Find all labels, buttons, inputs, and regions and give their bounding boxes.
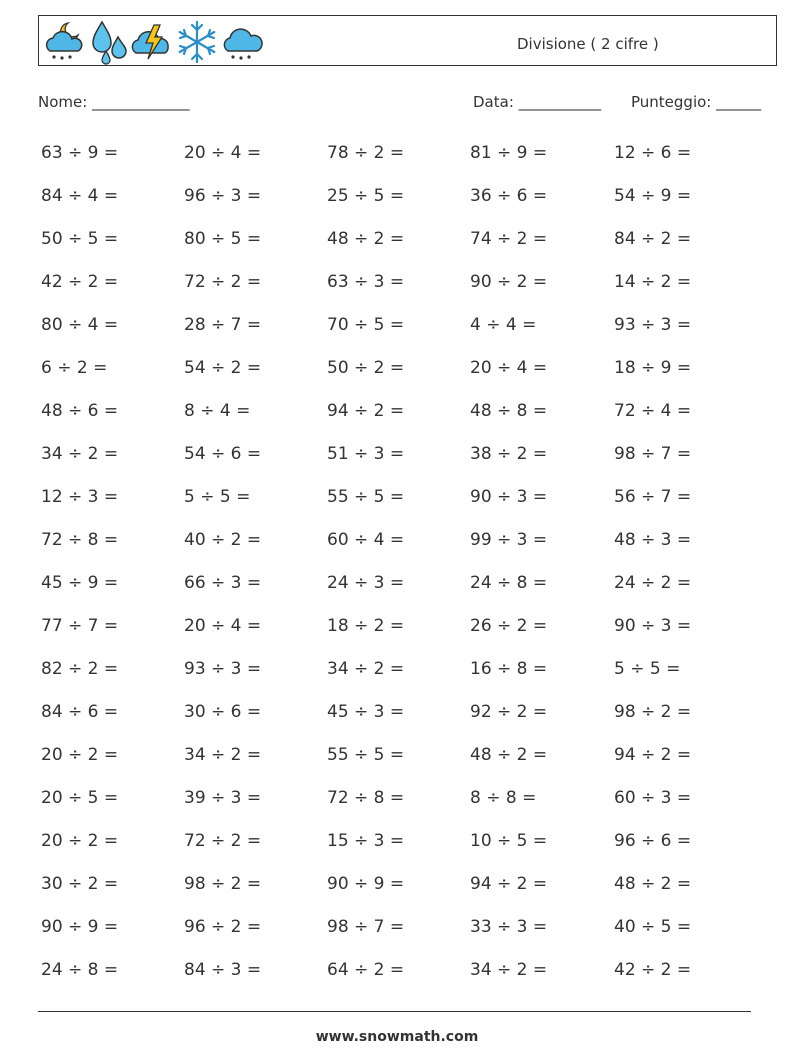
division-problem: 33 ÷ 3 = [470,917,548,937]
division-problem: 42 ÷ 2 = [41,272,119,292]
division-problem: 94 ÷ 2 = [327,401,405,421]
division-problem: 4 ÷ 4 = [470,315,537,335]
division-problem: 20 ÷ 5 = [41,788,119,808]
division-problem: 60 ÷ 4 = [327,530,405,550]
division-problem: 60 ÷ 3 = [614,788,692,808]
division-problem: 80 ÷ 5 = [184,229,262,249]
division-problem: 93 ÷ 3 = [184,659,262,679]
division-problem: 45 ÷ 3 = [327,702,405,722]
division-problem: 20 ÷ 4 = [184,616,262,636]
division-problem: 20 ÷ 2 = [41,831,119,851]
division-problem: 6 ÷ 2 = [41,358,108,378]
division-problem: 90 ÷ 9 = [41,917,119,937]
division-problem: 84 ÷ 3 = [184,960,262,980]
division-problem: 5 ÷ 5 = [184,487,251,507]
division-problem: 12 ÷ 3 = [41,487,119,507]
division-problem: 90 ÷ 3 = [614,616,692,636]
division-problem: 84 ÷ 6 = [41,702,119,722]
division-problem: 48 ÷ 2 = [470,745,548,765]
division-problem: 24 ÷ 8 = [41,960,119,980]
division-problem: 70 ÷ 5 = [327,315,405,335]
division-problem: 20 ÷ 2 = [41,745,119,765]
division-problem: 94 ÷ 2 = [470,874,548,894]
division-problem: 54 ÷ 9 = [614,186,692,206]
division-problem: 5 ÷ 5 = [614,659,681,679]
division-problem: 98 ÷ 2 = [614,702,692,722]
division-problem: 48 ÷ 3 = [614,530,692,550]
division-problem: 15 ÷ 3 = [327,831,405,851]
footer-url: www.snowmath.com [315,1029,479,1045]
division-problem: 56 ÷ 7 = [614,487,692,507]
division-problem: 40 ÷ 2 = [184,530,262,550]
division-problem: 51 ÷ 3 = [327,444,405,464]
division-problem: 55 ÷ 5 = [327,487,405,507]
division-problem: 12 ÷ 6 = [614,143,692,163]
division-problem: 63 ÷ 9 = [41,143,119,163]
division-problem: 48 ÷ 2 = [614,874,692,894]
division-problem: 16 ÷ 8 = [470,659,548,679]
division-problem: 34 ÷ 2 = [470,960,548,980]
division-problem: 50 ÷ 2 = [327,358,405,378]
division-problem: 72 ÷ 8 = [327,788,405,808]
division-problem: 90 ÷ 3 = [470,487,548,507]
division-problem: 54 ÷ 2 = [184,358,262,378]
division-problem: 74 ÷ 2 = [470,229,548,249]
division-problem: 20 ÷ 4 = [184,143,262,163]
division-problem: 24 ÷ 2 = [614,573,692,593]
division-problem: 48 ÷ 2 = [327,229,405,249]
division-problem: 40 ÷ 5 = [614,917,692,937]
division-problem: 78 ÷ 2 = [327,143,405,163]
division-problem: 54 ÷ 6 = [184,444,262,464]
division-problem: 8 ÷ 8 = [470,788,537,808]
score-field[interactable]: Punteggio: ______ [631,93,762,111]
division-problem: 26 ÷ 2 = [470,616,548,636]
division-problem: 18 ÷ 2 = [327,616,405,636]
division-problem: 39 ÷ 3 = [184,788,262,808]
division-problem: 94 ÷ 2 = [614,745,692,765]
division-problem: 48 ÷ 8 = [470,401,548,421]
division-problem: 96 ÷ 2 = [184,917,262,937]
division-problem: 8 ÷ 4 = [184,401,251,421]
division-problem: 81 ÷ 9 = [470,143,548,163]
division-problem: 34 ÷ 2 = [184,745,262,765]
division-problem: 98 ÷ 7 = [614,444,692,464]
worksheet-title: Divisione ( 2 cifre ) [517,35,659,53]
division-problem: 92 ÷ 2 = [470,702,548,722]
division-problem: 48 ÷ 6 = [41,401,119,421]
division-problem: 72 ÷ 8 = [41,530,119,550]
division-problem: 66 ÷ 3 = [184,573,262,593]
division-problem: 84 ÷ 2 = [614,229,692,249]
division-problem: 24 ÷ 3 = [327,573,405,593]
division-problem: 72 ÷ 2 = [184,272,262,292]
division-problem: 90 ÷ 2 = [470,272,548,292]
division-problem: 24 ÷ 8 = [470,573,548,593]
division-problem: 36 ÷ 6 = [470,186,548,206]
division-problem: 28 ÷ 7 = [184,315,262,335]
division-problem: 42 ÷ 2 = [614,960,692,980]
division-problem: 45 ÷ 9 = [41,573,119,593]
division-problem: 84 ÷ 4 = [41,186,119,206]
division-problem: 30 ÷ 2 = [41,874,119,894]
division-problem: 80 ÷ 4 = [41,315,119,335]
division-problem: 82 ÷ 2 = [41,659,119,679]
division-problem: 77 ÷ 7 = [41,616,119,636]
division-problem: 63 ÷ 3 = [327,272,405,292]
division-problem: 20 ÷ 4 = [470,358,548,378]
division-problem: 93 ÷ 3 = [614,315,692,335]
division-problem: 50 ÷ 5 = [41,229,119,249]
division-problem: 14 ÷ 2 = [614,272,692,292]
division-problem: 72 ÷ 4 = [614,401,692,421]
division-problem: 98 ÷ 7 = [327,917,405,937]
division-problem: 99 ÷ 3 = [470,530,548,550]
division-problem: 38 ÷ 2 = [470,444,548,464]
division-problem: 30 ÷ 6 = [184,702,262,722]
division-problem: 96 ÷ 3 = [184,186,262,206]
division-problem: 90 ÷ 9 = [327,874,405,894]
division-problem: 98 ÷ 2 = [184,874,262,894]
division-problem: 25 ÷ 5 = [327,186,405,206]
division-problem: 18 ÷ 9 = [614,358,692,378]
date-field[interactable]: Data: ___________ [473,93,602,111]
division-problem: 96 ÷ 6 = [614,831,692,851]
division-problem: 64 ÷ 2 = [327,960,405,980]
division-problem: 72 ÷ 2 = [184,831,262,851]
division-problem: 55 ÷ 5 = [327,745,405,765]
division-problem: 34 ÷ 2 = [327,659,405,679]
footer-divider [38,1011,751,1012]
division-problem: 10 ÷ 5 = [470,831,548,851]
name-field[interactable]: Nome: _____________ [38,93,190,111]
division-problem: 34 ÷ 2 = [41,444,119,464]
